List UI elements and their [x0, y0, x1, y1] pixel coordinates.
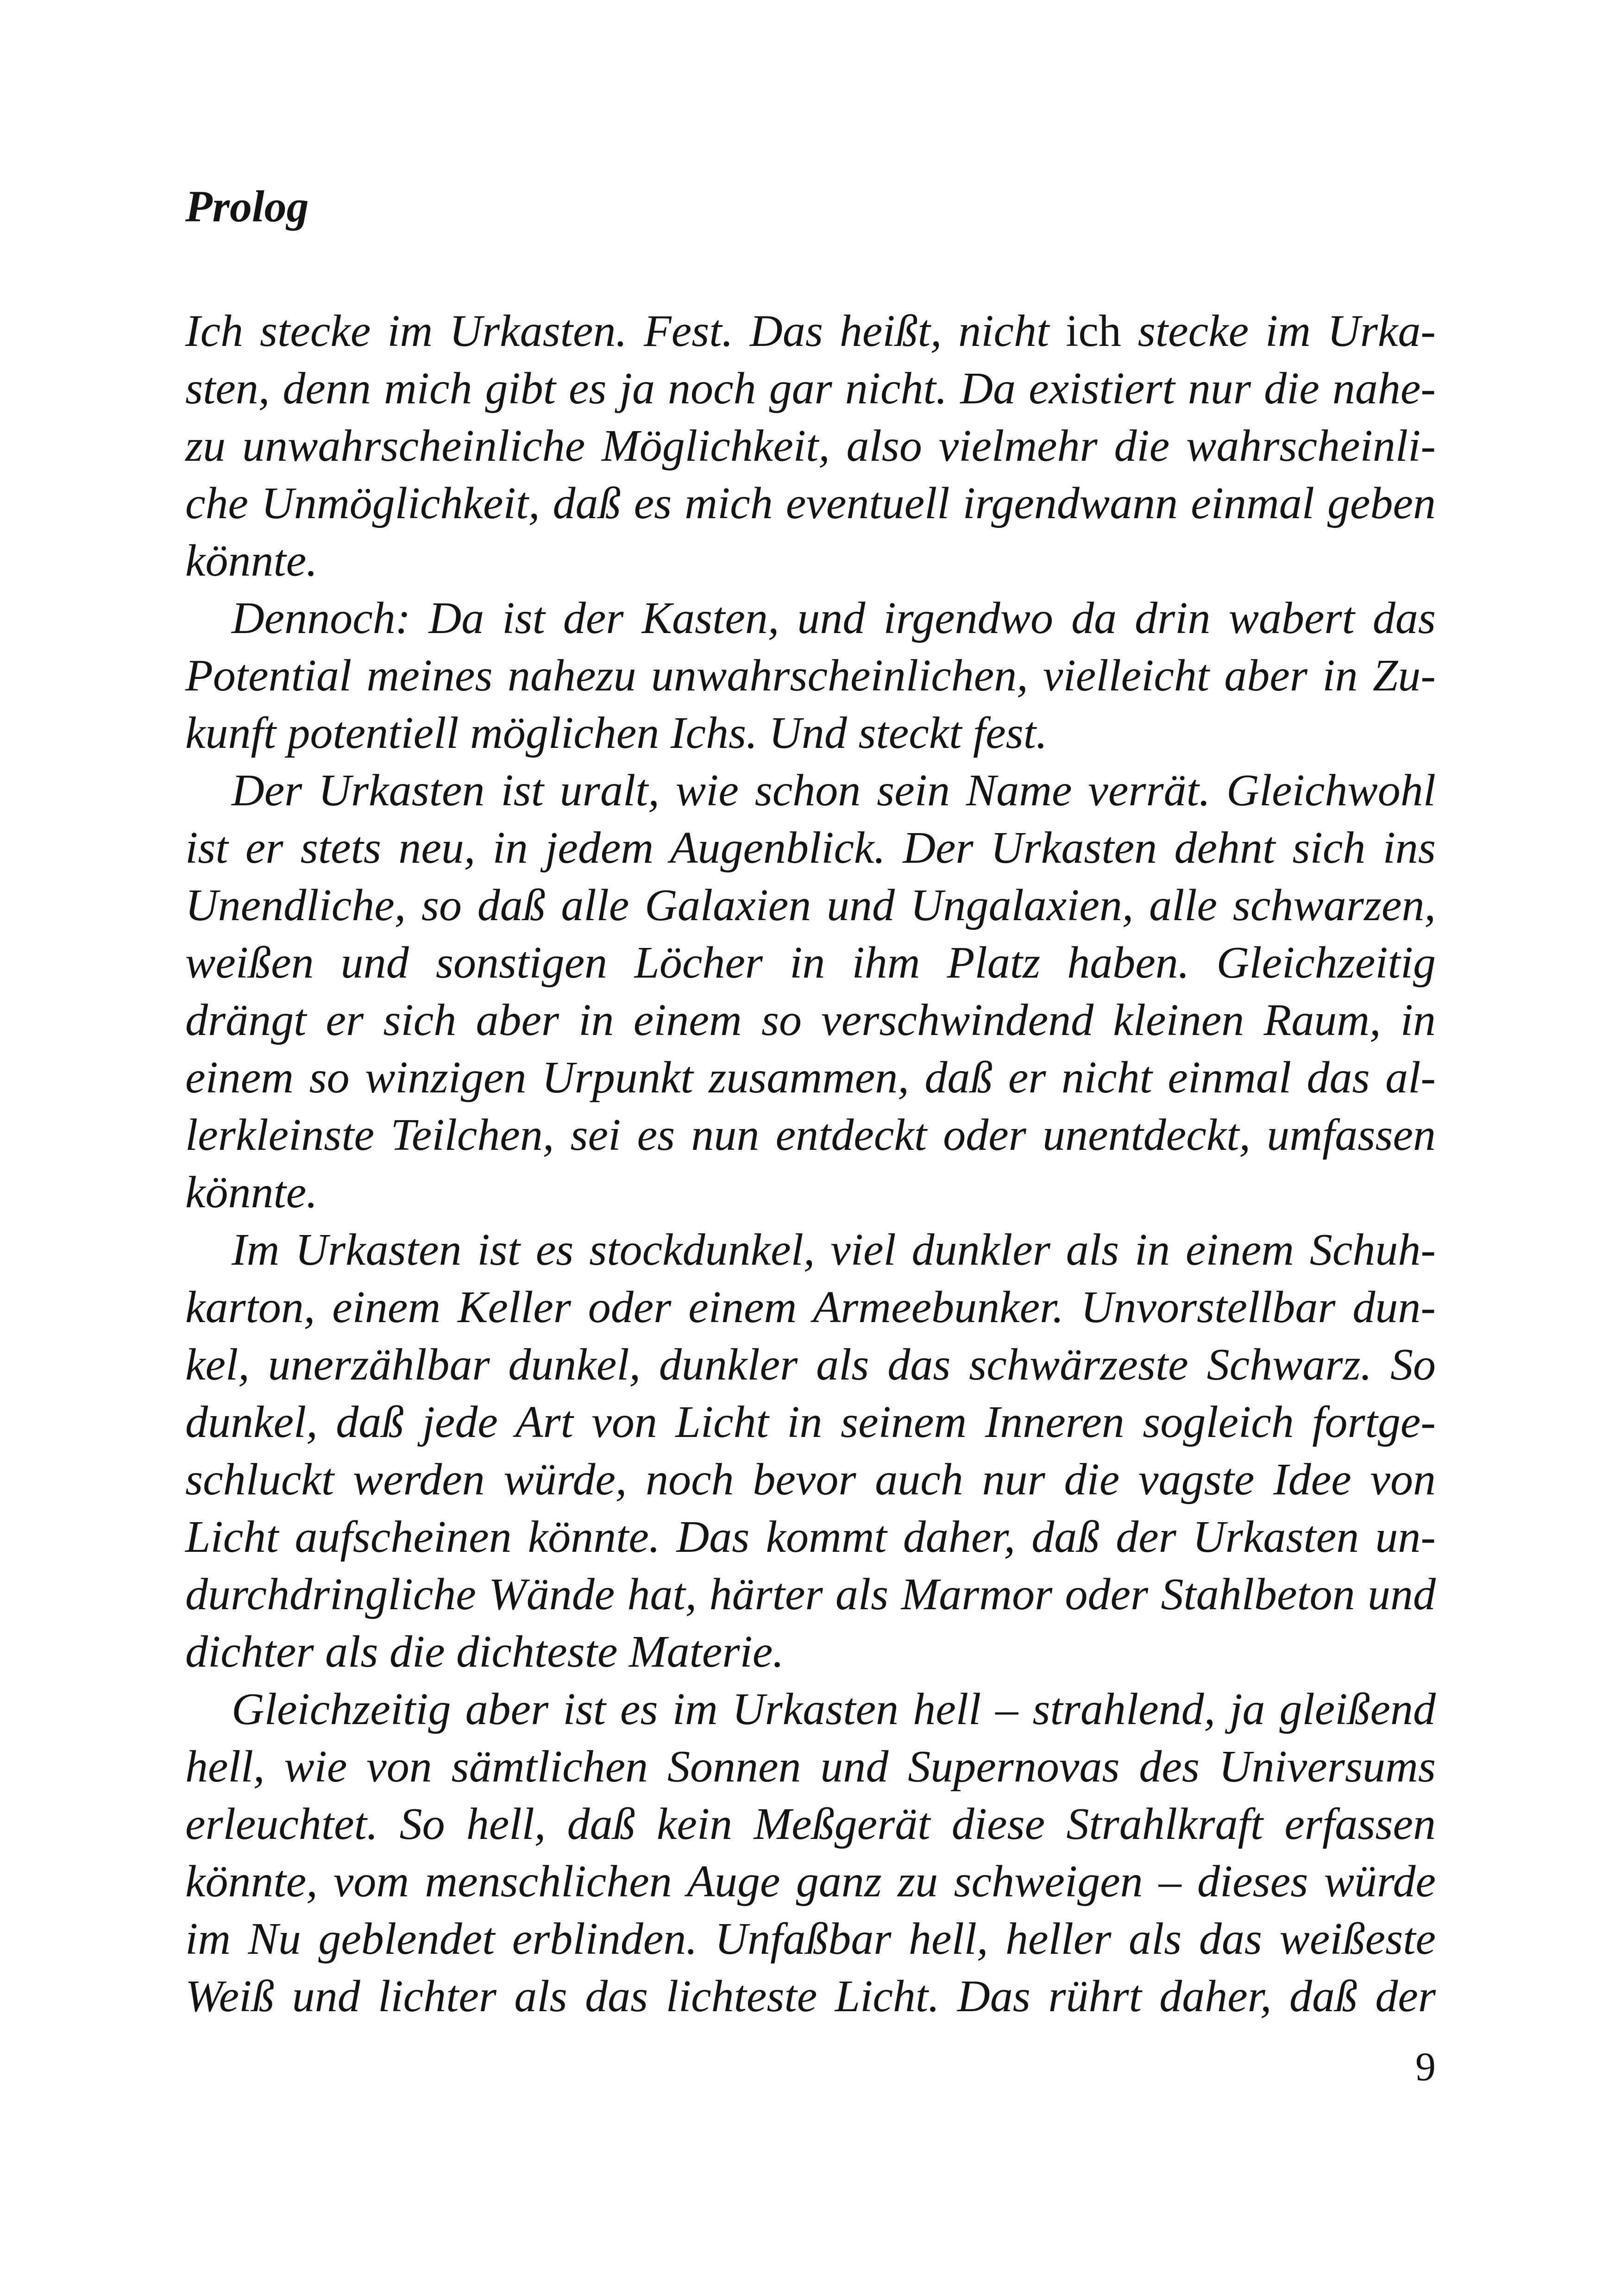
text-line: [185, 647, 1436, 704]
text-line: [185, 1106, 1436, 1164]
text-segment: Licht aufscheinen könnte. Das kommt daher, daß der Urkasten un-: [185, 1512, 1436, 1562]
text-segment: drängt er sich aber in einem so verschwindend kleinen Raum, in: [185, 995, 1436, 1045]
text-segment: könnte, vom menschlichen Auge ganz zu schweigen – dieses würde: [185, 1857, 1436, 1907]
text-line: [185, 1164, 1436, 1221]
text-line: [185, 819, 1436, 877]
text-segment: Im Urkasten ist es stockdunkel, viel dunkler als in einem Schuh-: [232, 1225, 1436, 1275]
text-segment: kel, unerzählbar dunkel, dunkler als das schwärzeste Schwarz. So: [185, 1340, 1436, 1390]
text-segment: weißen und sonstigen Löcher in ihm Platz haben. Gleichzeitig: [185, 938, 1436, 988]
text-line: [185, 1279, 1436, 1336]
text-segment: schluckt werden würde, noch bevor auch nur die vagste Idee von: [185, 1455, 1436, 1505]
text-segment: ist er stets neu, in jedem Augenblick. Der Urkasten dehnt sich ins: [185, 823, 1436, 873]
text-segment: Weiß und lichter als das lichteste Licht. Das rührt daher, daß der: [185, 1971, 1436, 2021]
text-segment: Unendliche, so daß alle Galaxien und Ungalaxien, alle schwarzen,: [185, 880, 1436, 930]
text-segment: durchdringliche Wände hat, härter als Marmor oder Stahlbeton und: [185, 1569, 1436, 1619]
text-line: [185, 704, 1436, 762]
text-segment: stecke im Urka-: [1121, 306, 1436, 356]
text-line: [185, 991, 1436, 1049]
text-line: [185, 590, 1436, 647]
text-line: [185, 360, 1436, 417]
text-segment: Potential meines nahezu unwahrscheinlichen, vielleicht aber in Zu-: [185, 651, 1436, 701]
text-segment: sten, denn mich gibt es ja noch gar nicht. Da existiert nur die nahe-: [185, 364, 1436, 414]
text-segment: erleuchtet. So hell, daß kein Meßgerät diese Strahlkraft erfassen: [185, 1799, 1436, 1849]
text-line: [185, 1393, 1436, 1451]
text-segment: karton, einem Keller oder einem Armeebunker. Unvorstellbar dun-: [185, 1282, 1436, 1332]
text-line: [185, 1795, 1436, 1853]
text-segment: dunkel, daß jede Art von Licht in seinem Inneren sogleich fortge-: [185, 1397, 1436, 1447]
text-line: [185, 417, 1436, 475]
text-line: [185, 1738, 1436, 1795]
text-line: [185, 1221, 1436, 1279]
text-line: [185, 1336, 1436, 1393]
text-line: [185, 934, 1436, 991]
text-line: [185, 1049, 1436, 1106]
text-segment: Ich stecke im Urkasten. Fest. Das heißt, nicht: [185, 306, 1066, 356]
text-line: [185, 532, 1436, 590]
emphasis-upright: ich: [1066, 306, 1121, 356]
text-line: [185, 1910, 1436, 1968]
text-segment: lerkleinste Teilchen, sei es nun entdeckt oder unentdeckt, umfassen: [185, 1110, 1436, 1160]
text-line: [185, 1566, 1436, 1623]
text-segment: Dennoch: Da ist der Kasten, und irgendwo da drin wabert das: [232, 593, 1436, 643]
text-segment: hell, wie von sämtlichen Sonnen und Supernovas des Universums: [185, 1742, 1436, 1792]
text-line: [185, 1681, 1436, 1738]
text-line: [185, 1451, 1436, 1508]
text-segment: che Unmöglichkeit, daß es mich eventuell irgendwann einmal geben: [185, 478, 1436, 528]
text-line: [185, 762, 1436, 819]
text-segment: im Nu geblendet erblinden. Unfaßbar hell, heller als das weißeste: [185, 1914, 1436, 1964]
chapter-heading: Prolog: [185, 182, 309, 231]
text-segment: Gleichzeitig aber ist es im Urkasten hell – strahlend, ja gleißend: [232, 1684, 1436, 1734]
text-line: [185, 1623, 1436, 1681]
text-segment: einem so winzigen Urpunkt zusammen, daß er nicht einmal das al-: [185, 1053, 1436, 1103]
text-segment: Der Urkasten ist uralt, wie schon sein Name verrät. Gleichwohl: [232, 765, 1436, 816]
text-line: [185, 302, 1436, 360]
text-segment: zu unwahrscheinliche Möglichkeit, also vielmehr die wahrscheinli-: [185, 421, 1436, 471]
text-segment: könnte.: [185, 1167, 318, 1217]
text-line: [185, 1853, 1436, 1910]
text-line: [185, 475, 1436, 532]
text-line: [185, 877, 1436, 934]
body-text: [185, 302, 1436, 2025]
text-line: [185, 1968, 1436, 2025]
page-number: 9: [1415, 2045, 1436, 2089]
text-segment: dichter als die dichteste Materie.: [185, 1627, 784, 1677]
text-segment: könnte.: [185, 536, 318, 586]
text-segment: kunft potentiell möglichen Ichs. Und steckt fest.: [185, 708, 1048, 758]
text-line: [185, 1508, 1436, 1566]
